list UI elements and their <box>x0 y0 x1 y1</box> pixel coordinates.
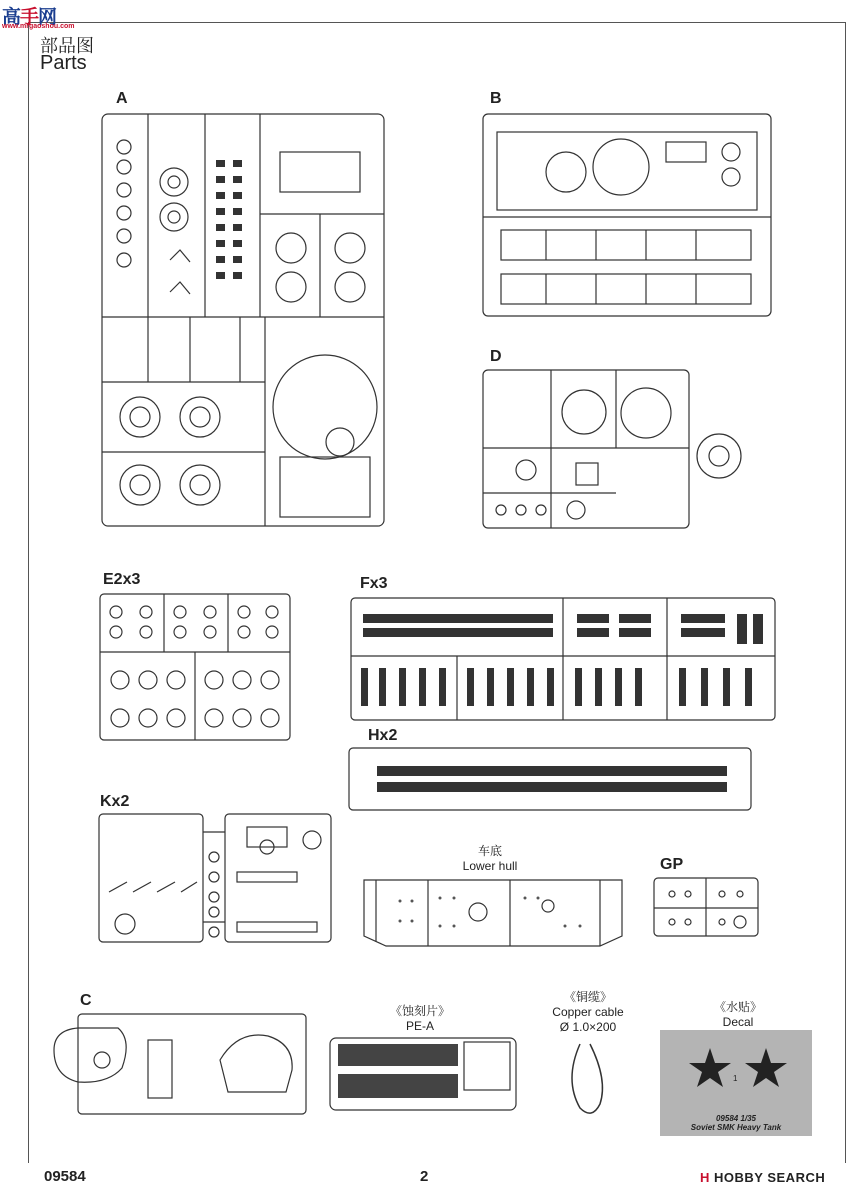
pe-caption <box>380 1004 460 1034</box>
sprue-c-label: C <box>80 992 92 1009</box>
sprue-d-drawing <box>481 368 751 530</box>
star-decals <box>660 1030 812 1110</box>
product-code: 09584 <box>44 1168 86 1185</box>
pe-label-en: PE-A <box>405 1019 434 1033</box>
sprue-a-drawing <box>100 112 386 528</box>
pe-label-cn: 《蚀刻片》 <box>389 1004 450 1018</box>
decal-sheet <box>660 1030 812 1136</box>
sprue-e-label: E2x3 <box>103 571 141 588</box>
star-icon <box>689 1048 731 1087</box>
sprue-d-label: D <box>490 348 502 365</box>
copper-size: Ø 1.0×200 <box>559 1020 617 1034</box>
star-icon <box>745 1048 787 1087</box>
decal-label-en: Decal <box>722 1015 754 1029</box>
copper-label-cn: 《铜缆》 <box>563 990 612 1004</box>
page-title-en: Parts <box>40 52 87 74</box>
hobby-search-watermark: H HOBBY SEARCH <box>700 1170 826 1185</box>
pe-fret-drawing <box>328 1036 518 1112</box>
sprue-e-drawing <box>98 592 292 742</box>
decal-text: 09584 1/35 Soviet SMK Heavy Tank <box>690 1114 782 1132</box>
decal-label-cn: 《水贴》 <box>713 1000 762 1014</box>
decal-index: 1 <box>733 1074 738 1083</box>
sprue-c-drawing <box>48 1010 310 1118</box>
site-logo: 高手网 www.mrgaoshou.com <box>2 7 75 30</box>
lower-hull-label-cn: 车底 <box>477 844 502 858</box>
lower-hull-caption <box>430 844 550 874</box>
sprue-gp-label: GP <box>660 856 684 873</box>
copper-cable-drawing <box>560 1040 616 1120</box>
sprue-a-label: A <box>116 90 128 107</box>
copper-label-en: Copper cable <box>552 1005 624 1019</box>
sprue-f-label: Fx3 <box>360 575 388 592</box>
page-title-cn: 部品图 <box>40 36 94 56</box>
sprue-b-drawing <box>481 112 773 318</box>
sprue-f-drawing <box>349 596 777 722</box>
page-number: 2 <box>420 1168 429 1185</box>
sprue-b-label: B <box>490 90 502 107</box>
copper-caption <box>540 990 636 1035</box>
lower-hull-label-en: Lower hull <box>462 859 518 873</box>
sprue-h-label: Hx2 <box>368 727 398 744</box>
lower-hull-drawing <box>360 876 626 948</box>
sprue-k-drawing <box>97 812 333 944</box>
sprue-gp-drawing <box>652 876 760 938</box>
sprue-k-label: Kx2 <box>100 793 130 810</box>
decal-caption <box>700 1000 776 1030</box>
sprue-h-drawing <box>347 746 753 812</box>
